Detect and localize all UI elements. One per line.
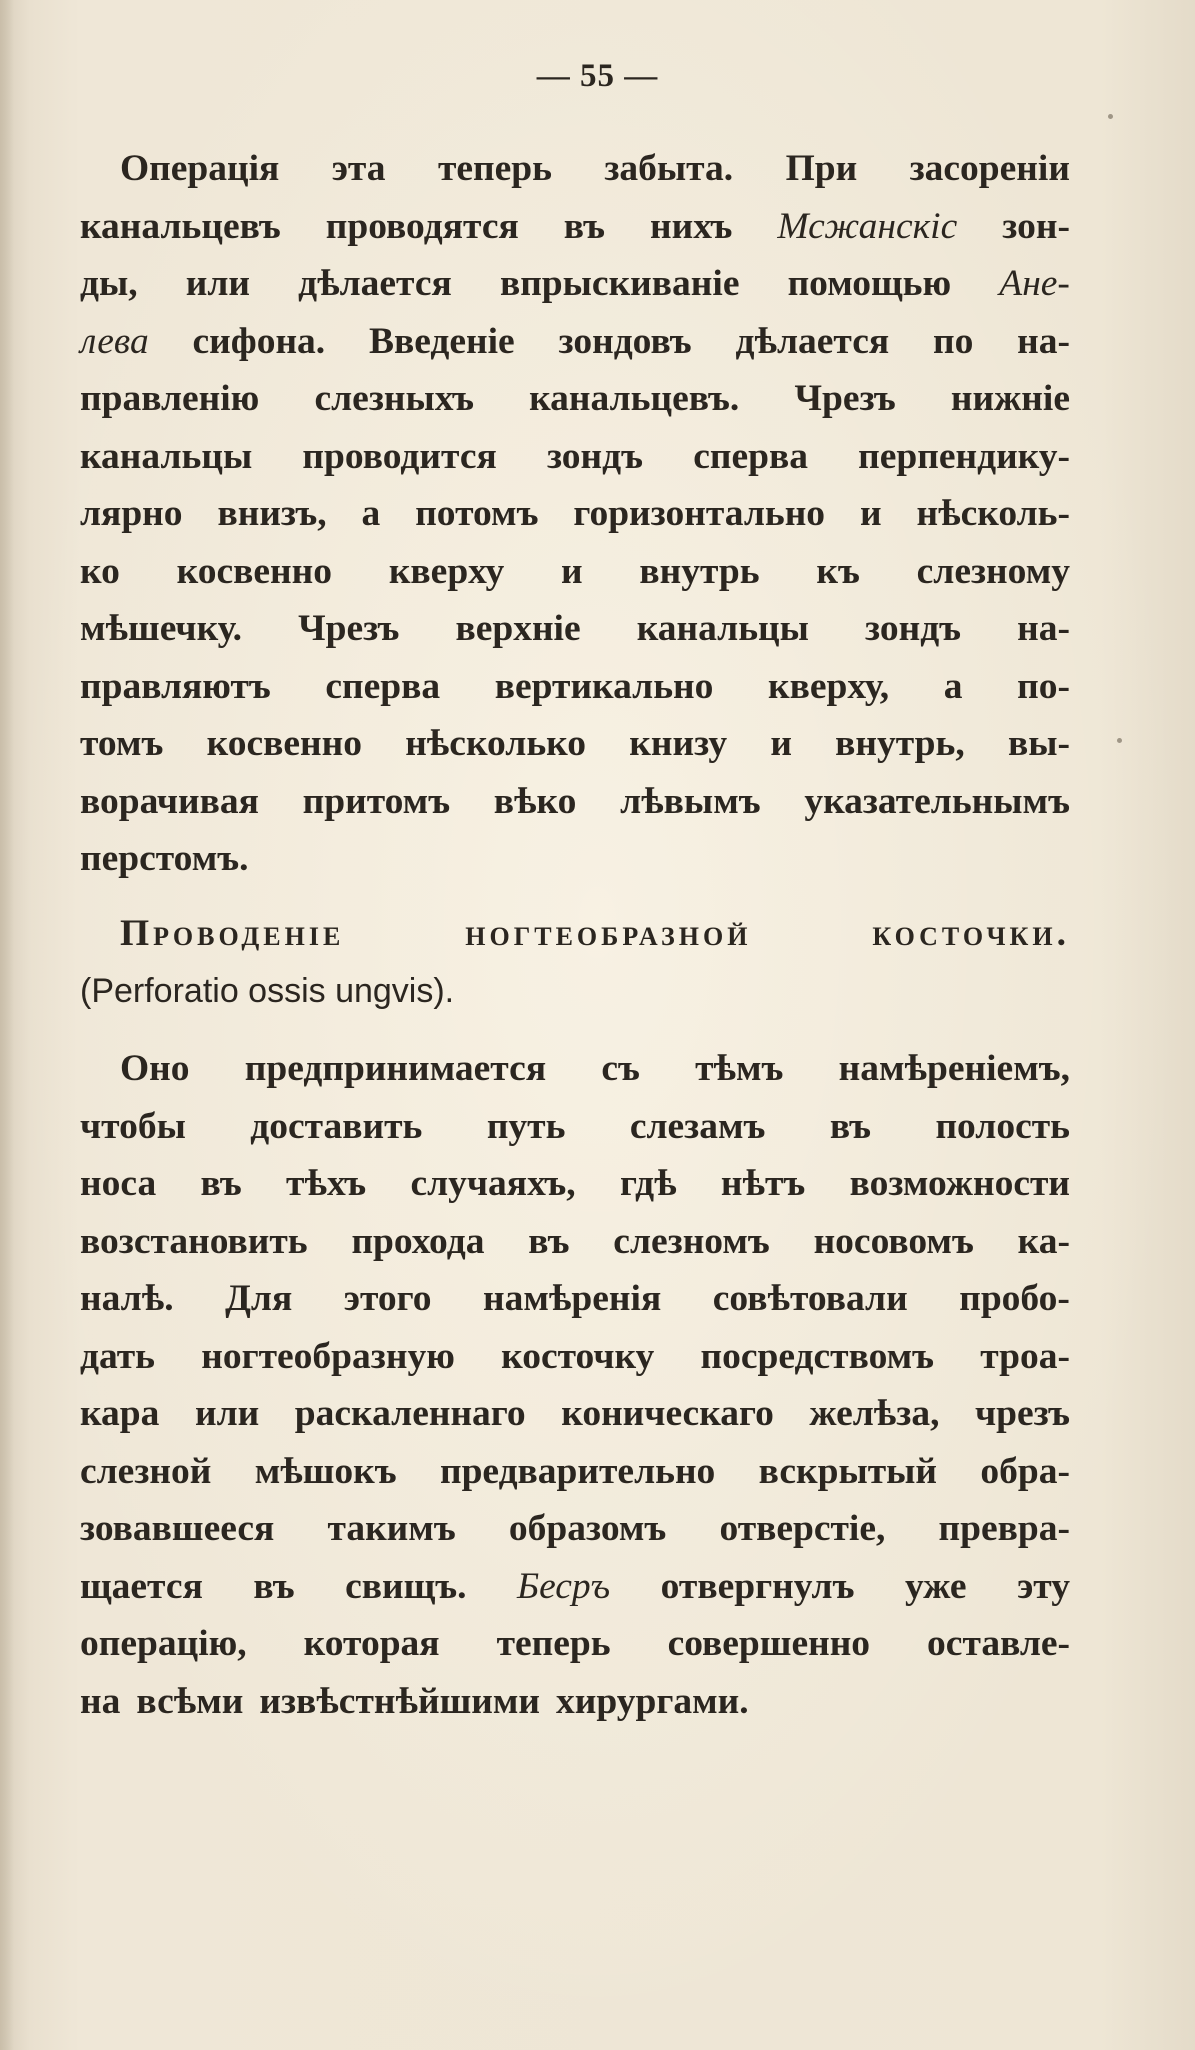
word: потомъ	[415, 493, 539, 534]
word: или	[194, 1393, 260, 1434]
word: мѣшечку.	[80, 608, 243, 649]
word: чтобы	[80, 1105, 186, 1147]
word: ка-	[1017, 1220, 1070, 1262]
word: забыта.	[604, 148, 734, 189]
word: въ	[563, 205, 605, 247]
word: косточки.	[872, 913, 1070, 954]
word: слезномъ	[613, 1220, 770, 1262]
word: и	[770, 723, 792, 764]
word: впрыскиваніе	[499, 263, 740, 304]
word: къ	[816, 550, 860, 592]
word: нѣсколь-	[916, 493, 1070, 534]
word: Оно	[120, 1048, 190, 1089]
paragraph-1	[80, 140, 1070, 888]
word: полость	[935, 1105, 1070, 1147]
word: въ	[200, 1163, 242, 1204]
word: налѣ.	[80, 1278, 174, 1319]
word: канальцы	[80, 435, 253, 477]
word: дѣлается	[735, 320, 890, 362]
paper-speck	[1117, 738, 1122, 743]
word: уже	[904, 1565, 967, 1607]
text-line	[80, 1673, 1070, 1731]
word: пробо-	[959, 1278, 1070, 1319]
word: путь	[486, 1105, 566, 1147]
word: или	[185, 263, 250, 304]
text-line	[80, 1098, 1070, 1156]
word: внутрь	[639, 550, 760, 592]
word: слезному	[916, 550, 1070, 592]
word: а	[943, 665, 963, 707]
text-line	[80, 370, 1070, 428]
word: слезныхъ	[314, 378, 474, 419]
text-line	[80, 1615, 1070, 1673]
word: этого	[343, 1278, 432, 1319]
word: ко	[80, 550, 120, 592]
text-line	[80, 830, 1070, 888]
word: ногтеобразной	[465, 913, 752, 954]
word: кара	[80, 1393, 160, 1434]
word: правляютъ	[80, 665, 271, 707]
word: извѣстнѣйшими	[259, 1680, 541, 1722]
word: Чрезъ	[794, 378, 896, 419]
word: желѣза,	[809, 1393, 940, 1434]
word: верхніе	[455, 608, 581, 649]
text-line	[80, 773, 1070, 831]
word: доставить	[250, 1105, 423, 1147]
text-line	[80, 1328, 1070, 1386]
text-line	[80, 658, 1070, 716]
word: гдѣ	[619, 1163, 677, 1204]
latin-term: (Perforatio ossis ungvis).	[80, 971, 455, 1010]
word: засореніи	[909, 148, 1070, 189]
word: предпринимается	[244, 1048, 547, 1089]
word: нѣтъ	[720, 1163, 806, 1204]
word: предварительно	[439, 1450, 716, 1492]
italic-name: Бесръ	[517, 1565, 611, 1607]
word: тѣхъ	[286, 1163, 367, 1204]
word: нѣсколько	[405, 723, 587, 764]
text-line	[80, 140, 1070, 198]
word: которая	[303, 1623, 440, 1664]
word: косвенно	[176, 550, 333, 592]
word: такимъ	[327, 1508, 456, 1549]
word: прохода	[351, 1220, 485, 1262]
word: носа	[80, 1163, 157, 1204]
word: помощью	[787, 263, 952, 304]
text-line	[80, 1213, 1070, 1271]
word: троа-	[980, 1335, 1070, 1377]
word: сперва	[325, 665, 441, 707]
text-line	[80, 1443, 1070, 1501]
word: зовавшееся	[80, 1508, 275, 1549]
word: нижніе	[950, 378, 1070, 419]
word: коническаго	[561, 1393, 774, 1434]
word: въ	[829, 1105, 872, 1147]
heading-title	[80, 905, 1070, 963]
word: косвенно	[206, 723, 362, 764]
word: эту	[1017, 1565, 1070, 1607]
text-line	[80, 600, 1070, 658]
text-line	[80, 1500, 1070, 1558]
word: превра-	[938, 1508, 1070, 1549]
word: канальцевъ.	[529, 378, 740, 419]
word: всѣми	[136, 1680, 244, 1722]
word: ногтеобразную	[201, 1335, 455, 1377]
text-line	[80, 255, 1070, 313]
italic-name: Ане-	[999, 263, 1070, 304]
word: Проводеніе	[120, 913, 345, 954]
word: притомъ	[302, 780, 451, 822]
text-line	[80, 715, 1070, 773]
page-binding-edge	[0, 0, 14, 2050]
word: При	[785, 148, 858, 189]
paragraph-2	[80, 1040, 1070, 1730]
word: въ	[253, 1565, 295, 1607]
word: проводится	[302, 435, 497, 477]
page-number: — 55 —	[536, 58, 659, 94]
word: въ	[528, 1220, 570, 1262]
word: намѣреніемъ,	[838, 1048, 1070, 1089]
word: мѣшокъ	[254, 1450, 397, 1492]
paper-speck	[1108, 114, 1113, 119]
word: тѣмъ	[695, 1048, 784, 1089]
word: зондъ	[864, 608, 962, 649]
word: хирургами.	[556, 1680, 749, 1722]
italic-name: лева	[80, 320, 149, 362]
word: сифона.	[192, 320, 326, 362]
word: лярно	[80, 493, 183, 534]
word: чрезъ	[975, 1393, 1070, 1434]
text-line	[80, 198, 1070, 256]
word: совершенно	[667, 1623, 871, 1664]
word: свищъ.	[345, 1565, 467, 1607]
italic-name: Мсжанскіс	[777, 205, 958, 247]
text-line	[80, 1040, 1070, 1098]
word: проводятся	[325, 205, 519, 247]
word: намѣренія	[483, 1278, 662, 1319]
text-line	[80, 313, 1070, 371]
word: образомъ	[508, 1508, 667, 1549]
word: канальцевъ	[80, 205, 281, 247]
word: лѣвымъ	[620, 780, 761, 822]
word: Для	[225, 1278, 293, 1319]
word: возстановить	[80, 1220, 308, 1262]
word: зон-	[1002, 205, 1070, 247]
word: томъ	[80, 723, 164, 764]
word: на-	[1017, 320, 1070, 362]
word: ды,	[80, 263, 138, 304]
section-heading	[80, 905, 1070, 1020]
word: нихъ	[649, 205, 733, 247]
word: съ	[601, 1048, 640, 1089]
word: а	[361, 493, 381, 534]
word: слезамъ	[629, 1105, 766, 1147]
word: зондовъ	[558, 320, 692, 362]
word: операцію,	[80, 1623, 247, 1664]
word: на-	[1017, 608, 1070, 649]
text-line	[80, 1558, 1070, 1616]
word: вѣко	[493, 780, 577, 822]
word: возможности	[849, 1163, 1070, 1204]
word: сперва	[693, 435, 808, 477]
word: книзу	[629, 723, 728, 764]
word: носовомъ	[813, 1220, 974, 1262]
word: Введеніе	[368, 320, 515, 362]
text-line	[80, 1270, 1070, 1328]
word: дать	[80, 1335, 155, 1377]
word: совѣтовали	[712, 1278, 908, 1319]
word: случаяхъ,	[410, 1163, 576, 1204]
word: эта	[331, 148, 386, 189]
word: отверстіе,	[719, 1508, 886, 1549]
heading-latin-subtitle	[80, 963, 1070, 1021]
word: по-	[1017, 665, 1070, 707]
word: вертикально	[494, 665, 714, 707]
word: горизонтально	[573, 493, 826, 534]
word: перстомъ.	[80, 838, 249, 879]
word: внизъ,	[217, 493, 327, 534]
word: теперь	[496, 1623, 611, 1664]
text-line	[80, 485, 1070, 543]
word: раскаленнаго	[294, 1393, 526, 1434]
text-line	[80, 428, 1070, 486]
word: Операція	[120, 148, 280, 189]
word: кверху,	[768, 665, 890, 707]
word: вскрытый	[758, 1450, 938, 1492]
word: оставле-	[927, 1623, 1070, 1664]
word: слезной	[80, 1450, 212, 1492]
word: обра-	[980, 1450, 1070, 1492]
word: посредствомъ	[700, 1335, 935, 1377]
word: кверху	[388, 550, 505, 592]
word: Чрезъ	[298, 608, 400, 649]
word: щается	[80, 1565, 203, 1607]
word: дѣлается	[298, 263, 452, 304]
text-line	[80, 543, 1070, 601]
word: вы-	[1007, 723, 1070, 764]
word: по	[932, 320, 974, 362]
word: теперь	[437, 148, 552, 189]
word: и	[859, 493, 882, 534]
word: правленію	[80, 378, 260, 419]
word: и	[561, 550, 583, 592]
word: указательнымъ	[804, 780, 1070, 822]
word: внутрь,	[835, 723, 965, 764]
word: перпендику-	[858, 435, 1070, 477]
word: отвергнулъ	[660, 1565, 855, 1607]
word: косточку	[501, 1335, 655, 1377]
word: ворачивая	[80, 780, 259, 822]
text-line	[80, 1385, 1070, 1443]
word: зондъ	[546, 435, 643, 477]
text-line	[80, 1155, 1070, 1213]
word: канальцы	[636, 608, 809, 649]
word: на	[80, 1680, 121, 1722]
